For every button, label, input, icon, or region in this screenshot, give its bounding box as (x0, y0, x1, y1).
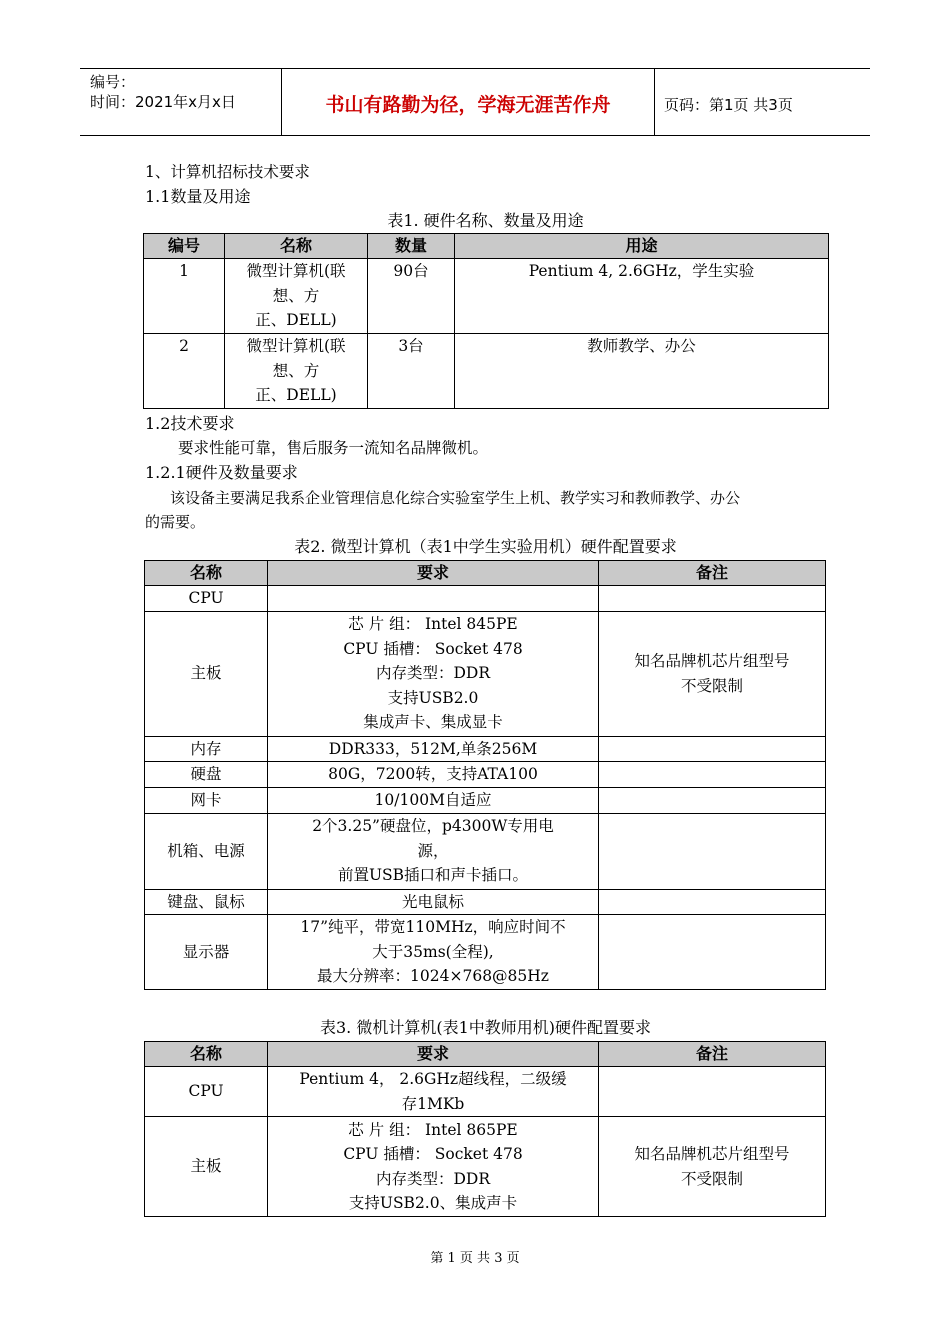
table-row (145, 1117, 826, 1217)
name-line: 微型计算机(联 (246, 337, 346, 355)
table2-caption: 表2. 微型计算机（表1中学生实验用机）硬件配置要求 (294, 537, 677, 556)
note-line: 知名品牌机芯片组型号 (634, 1145, 790, 1163)
paragraph-line-2: 的需要。 (145, 513, 206, 531)
table2-kbd-note (599, 889, 826, 915)
header-divider-right (654, 68, 655, 136)
table2-mb-req (268, 611, 599, 736)
table2-kbd-name: 键盘、鼠标 (145, 889, 268, 915)
teacher-pc-config-table (144, 1041, 826, 1217)
table-row (145, 762, 826, 788)
table1-header-no: 编号 (144, 234, 225, 259)
table2-nic-note (599, 788, 826, 814)
req-line: 支持USB2.0 (387, 688, 479, 707)
table1-cell-name (225, 334, 368, 409)
hardware-quantity-table (143, 233, 829, 409)
header-top-rule (80, 68, 870, 69)
table3-cpu-note (599, 1067, 826, 1117)
header-motto: 书山有路勤为径，学海无涯苦作舟 (325, 94, 611, 116)
table2-cpu-req (268, 586, 599, 612)
header-number-label: 编号： (90, 73, 136, 91)
table2-kbd-req: 光电鼠标 (268, 889, 599, 915)
req-line: 存1MKb (401, 1094, 465, 1113)
req-line: 源， (417, 841, 449, 860)
table-row (144, 259, 829, 334)
table2-hdd-name: 硬盘 (145, 762, 268, 788)
note-line: 不受限制 (680, 1169, 743, 1188)
table3-header-note: 备注 (599, 1042, 826, 1067)
table2-case-req (268, 813, 599, 889)
table-row (145, 1067, 826, 1117)
req-line: 2个3.25”硬盘位，p4300W专用电 (312, 817, 554, 836)
table2-hdd-note (599, 762, 826, 788)
table2-mon-req (268, 915, 599, 990)
table2-hdd-req: 80G，7200转，支持ATA100 (268, 762, 599, 788)
table1-header-use: 用途 (455, 234, 829, 259)
table3-mb-name: 主板 (145, 1117, 268, 1217)
table3-cpu-name: CPU (145, 1067, 268, 1117)
req-line: 内存类型：DDR (375, 664, 491, 683)
table1-caption: 表1. 硬件名称、数量及用途 (387, 211, 584, 230)
req-line: 支持USB2.0、集成声卡 (348, 1194, 518, 1212)
req-line: 芯 片 组： Intel 845PE (348, 615, 518, 634)
table2-mon-name: 显示器 (145, 915, 268, 990)
table2-header-req: 要求 (268, 561, 599, 586)
table1-header-qty: 数量 (368, 234, 455, 259)
req-line: 最大分辨率：1024×768@85Hz (317, 967, 549, 986)
subsection-quantity-usage: 1.1数量及用途 (145, 187, 251, 206)
subsection-tech-requirements: 1.2技术要求 (145, 414, 235, 433)
table2-case-note (599, 813, 826, 889)
table1-cell-qty: 90台 (368, 259, 455, 334)
req-line: CPU 插槽： Socket 478 (343, 1145, 523, 1163)
table1-cell-no: 1 (144, 259, 225, 334)
requirement-text: 要求性能可靠，售后服务一流知名品牌微机。 (178, 439, 489, 457)
table3-cpu-req (268, 1067, 599, 1117)
table1-cell-qty: 3台 (368, 334, 455, 409)
name-line: 想、方 (272, 361, 320, 380)
table1-header-name: 名称 (225, 234, 368, 259)
req-line: 大于35ms(全程), (372, 942, 494, 961)
table2-mb-note (599, 611, 826, 736)
student-pc-config-table (144, 560, 826, 990)
table-row (145, 915, 826, 990)
table2-header-name: 名称 (145, 561, 268, 586)
table-row (144, 334, 829, 409)
header-page-info: 页码：第1页 共3页 (664, 96, 793, 114)
table-row (145, 889, 826, 915)
name-line: 微型计算机(联 (246, 262, 346, 280)
table2-mb-name: 主板 (145, 611, 268, 736)
table2-mem-name: 内存 (145, 736, 268, 762)
table2-cpu-name: CPU (145, 586, 268, 612)
req-line: CPU 插槽： Socket 478 (343, 639, 523, 658)
table1-cell-no: 2 (144, 334, 225, 409)
table1-cell-use: 教师教学、办公 (455, 334, 829, 409)
table3-header-req: 要求 (268, 1042, 599, 1067)
table-row (145, 788, 826, 814)
table-row (145, 813, 826, 889)
name-line: 正、DELL) (255, 311, 337, 329)
section-title: 1、计算机招标技术要求 (145, 163, 310, 181)
table2-mem-note (599, 736, 826, 762)
name-line: 正、DELL) (255, 386, 337, 404)
table1-cell-name (225, 259, 368, 334)
table2-mem-req: DDR333，512M,单条256M (268, 736, 599, 762)
req-line: 芯 片 组： Intel 865PE (348, 1120, 518, 1139)
table2-header-note: 备注 (599, 561, 826, 586)
table3-mb-note (599, 1117, 826, 1217)
subsection-hardware-quantity: 1.2.1硬件及数量要求 (145, 463, 298, 482)
page-footer: 第 1 页 共 3 页 (430, 1251, 520, 1266)
header-date-label: 时间：2021年x月x日 (90, 93, 236, 111)
table2-nic-req: 10/100M自适应 (268, 788, 599, 814)
table-row (145, 611, 826, 736)
table-row (145, 586, 826, 612)
note-line: 不受限制 (680, 676, 743, 695)
table2-mon-note (599, 915, 826, 990)
req-line: 集成声卡、集成显卡 (363, 713, 503, 732)
table3-header-name: 名称 (145, 1042, 268, 1067)
table-row (145, 736, 826, 762)
note-line: 知名品牌机芯片组型号 (634, 652, 790, 670)
table2-nic-name: 网卡 (145, 788, 268, 814)
req-line: 前置USB插口和声卡插口。 (337, 866, 529, 885)
table2-case-name: 机箱、电源 (145, 813, 268, 889)
name-line: 想、方 (272, 286, 320, 305)
req-line: 17”纯平，带宽110MHz，响应时间不 (300, 918, 566, 937)
header-bottom-rule (80, 135, 870, 136)
table3-caption: 表3. 微机计算机(表1中教师用机)硬件配置要求 (319, 1018, 652, 1037)
req-line: 内存类型：DDR (375, 1169, 491, 1188)
table1-cell-use: Pentium 4, 2.6GHz，学生实验 (455, 259, 829, 334)
paragraph-line-1: 该设备主要满足我系企业管理信息化综合实验室学生上机、教学实习和教师教学、办公 (170, 489, 741, 507)
table2-cpu-note (599, 586, 826, 612)
req-line: Pentium 4， 2.6GHz超线程，二级缓 (299, 1070, 567, 1088)
table3-mb-req (268, 1117, 599, 1217)
